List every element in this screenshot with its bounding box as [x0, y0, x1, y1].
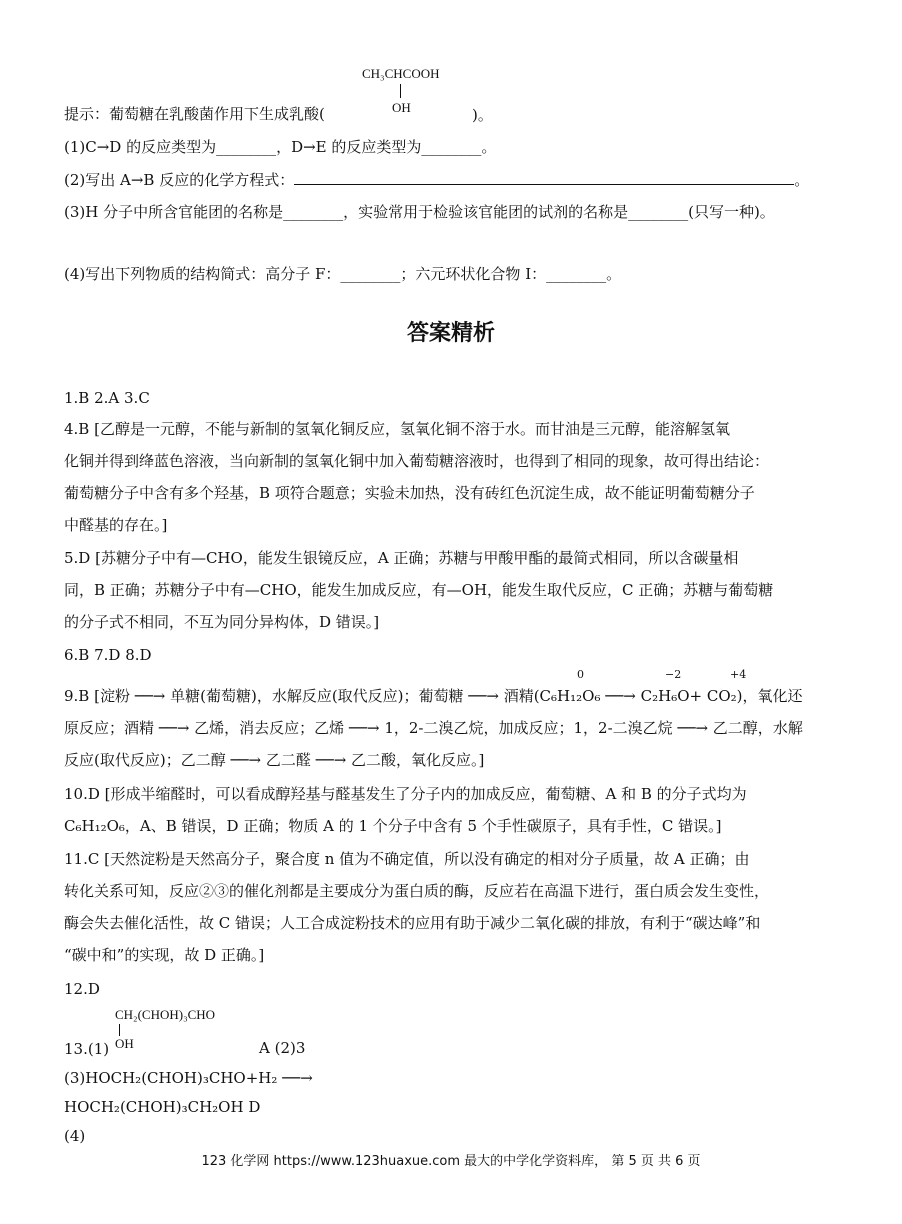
- answer-11-line-1: 11.C [天然淀粉是天然高分子，聚合度 n 值为不确定值，所以没有确定的相对分子质量，故 A 正确；由: [64, 850, 750, 868]
- question-4: (4)写出下列物质的结构简式：高分子 F：________；六元环状化合物 I：________。: [64, 265, 622, 283]
- lactic-acid-struct-top: CH₃CHCOOH: [362, 66, 440, 81]
- answer-5-line-1: 5.D [苏糖分子中有—CHO，能发生银镜反应，A 正确；苏糖与甲酸甲酯的最简式相同，所以含碳量相: [64, 549, 739, 567]
- answer-4-line-3: 葡萄糖分子中含有多个羟基，B 项符合题意；实验未加热，没有砖红色沉淀生成，故不能证明葡萄糖分子: [64, 484, 755, 502]
- answer-5-line-3: 的分子式不相同，不互为同分异构体，D 错误。]: [64, 613, 380, 631]
- glucose-struct-oh: OH: [115, 1036, 134, 1051]
- lactic-acid-struct-oh: OH: [392, 100, 411, 115]
- answer-13-line-1-label: 13.(1): [64, 1040, 110, 1058]
- answer-9-line-3: 反应(取代反应)；乙二醇 ──→ 乙二醛 ──→ 乙二酸，氧化反应。]: [64, 751, 485, 769]
- question-1: (1)C→D 的反应类型为________，D→E 的反应类型为________。: [64, 138, 497, 156]
- hint-text: 提示：葡萄糖在乳酸菌作用下生成乳酸(: [64, 105, 325, 123]
- answer-9-line-2: 原反应；酒精 ──→ 乙烯，消去反应；乙烯 ──→ 1，2-二溴乙烷，加成反应；1，2-二溴乙烷 ──→ 乙二醇，水解: [64, 719, 803, 737]
- answer-4-line-4: 中醛基的存在。]: [64, 516, 168, 534]
- question-2-text: (2)写出 A→B 反应的化学方程式：: [64, 171, 295, 189]
- answer-blank: [294, 170, 794, 185]
- glucose-struct-top: CH₂(CHOH)₃CHO: [115, 1007, 216, 1022]
- answer-10-line-2: C₆H₁₂O₆，A、B 错误，D 正确；物质 A 的 1 个分子中含有 5 个手性碳原子，具有手性，C 错误。]: [64, 817, 722, 835]
- answer-5-line-2: 同，B 正确；苏糖分子中有—CHO，能发生加成反应，有—OH，能发生取代反应，C 正确；苏糖与葡萄糖: [64, 581, 774, 599]
- answer-1-3: 1.B 2.A 3.C: [64, 389, 150, 407]
- answer-4-line-1: 4.B [乙醇是一元醇，不能与新制的氢氧化铜反应，氢氧化铜不溶于水。而甘油是三元醇，能溶解氢氧: [64, 420, 730, 438]
- answer-13-line-3: HOCH₂(CHOH)₃CH₂OH D: [64, 1098, 261, 1116]
- answer-13-line-4: (4): [64, 1127, 86, 1145]
- struct-bond: [400, 84, 401, 98]
- answer-11-line-3: 酶会失去催化活性，故 C 错误；人工合成淀粉技术的应用有助于减少二氧化碳的排放，有利于“碳达峰”和: [64, 914, 761, 932]
- answer-6-8: 6.B 7.D 8.D: [64, 646, 152, 664]
- page-footer: 123 化学网 https://www.123huaxue.com 最大的中学化学资料库， 第 5 页 共 6 页: [201, 1154, 701, 1169]
- answer-4-line-2: 化铜并得到绛蓝色溶液，当向新制的氢氧化铜中加入葡萄糖溶液时，也得到了相同的现象，故可得出结论：: [64, 452, 770, 470]
- struct-bond: [119, 1024, 120, 1036]
- answer-11-line-2: 转化关系可知，反应②③的催化剂都是主要成分为蛋白质的酶，反应若在高温下进行，蛋白质会发生变性，: [64, 882, 770, 900]
- question-2: [64, 170, 809, 190]
- answer-9-line-1: 9.B [淀粉 ──→ 单糖(葡萄糖)，水解反应(取代反应)；葡萄糖 ──→ 酒精(C₆H₁₂O₆ ──→ C₂H₆O+ CO₂)，氧化还: [64, 687, 803, 705]
- oxidation-number-pos4: +4: [730, 668, 747, 681]
- answer-11-line-4: “碳中和”的实现，故 D 正确。]: [64, 946, 265, 964]
- answer-12: 12.D: [64, 980, 100, 998]
- hint-close: )。: [472, 106, 493, 124]
- oxidation-number-neg2: −2: [665, 668, 682, 681]
- question-2-end: 。: [794, 171, 810, 189]
- oxidation-number-0: 0: [577, 668, 584, 681]
- section-title: 答案精析: [406, 321, 495, 346]
- answer-10-line-1: 10.D [形成半缩醛时，可以看成醇羟基与醛基发生了分子内的加成反应，葡萄糖、A 和 B 的分子式均为: [64, 785, 747, 803]
- answer-13-line-2: (3)HOCH₂(CHOH)₃CHO+H₂ ──→: [64, 1069, 313, 1087]
- answer-13-line-1-rest: A (2)3: [259, 1039, 306, 1057]
- question-3: (3)H 分子中所含官能团的名称是________，实验常用于检验该官能团的试剂的名称是________(只写一种)。: [64, 203, 775, 221]
